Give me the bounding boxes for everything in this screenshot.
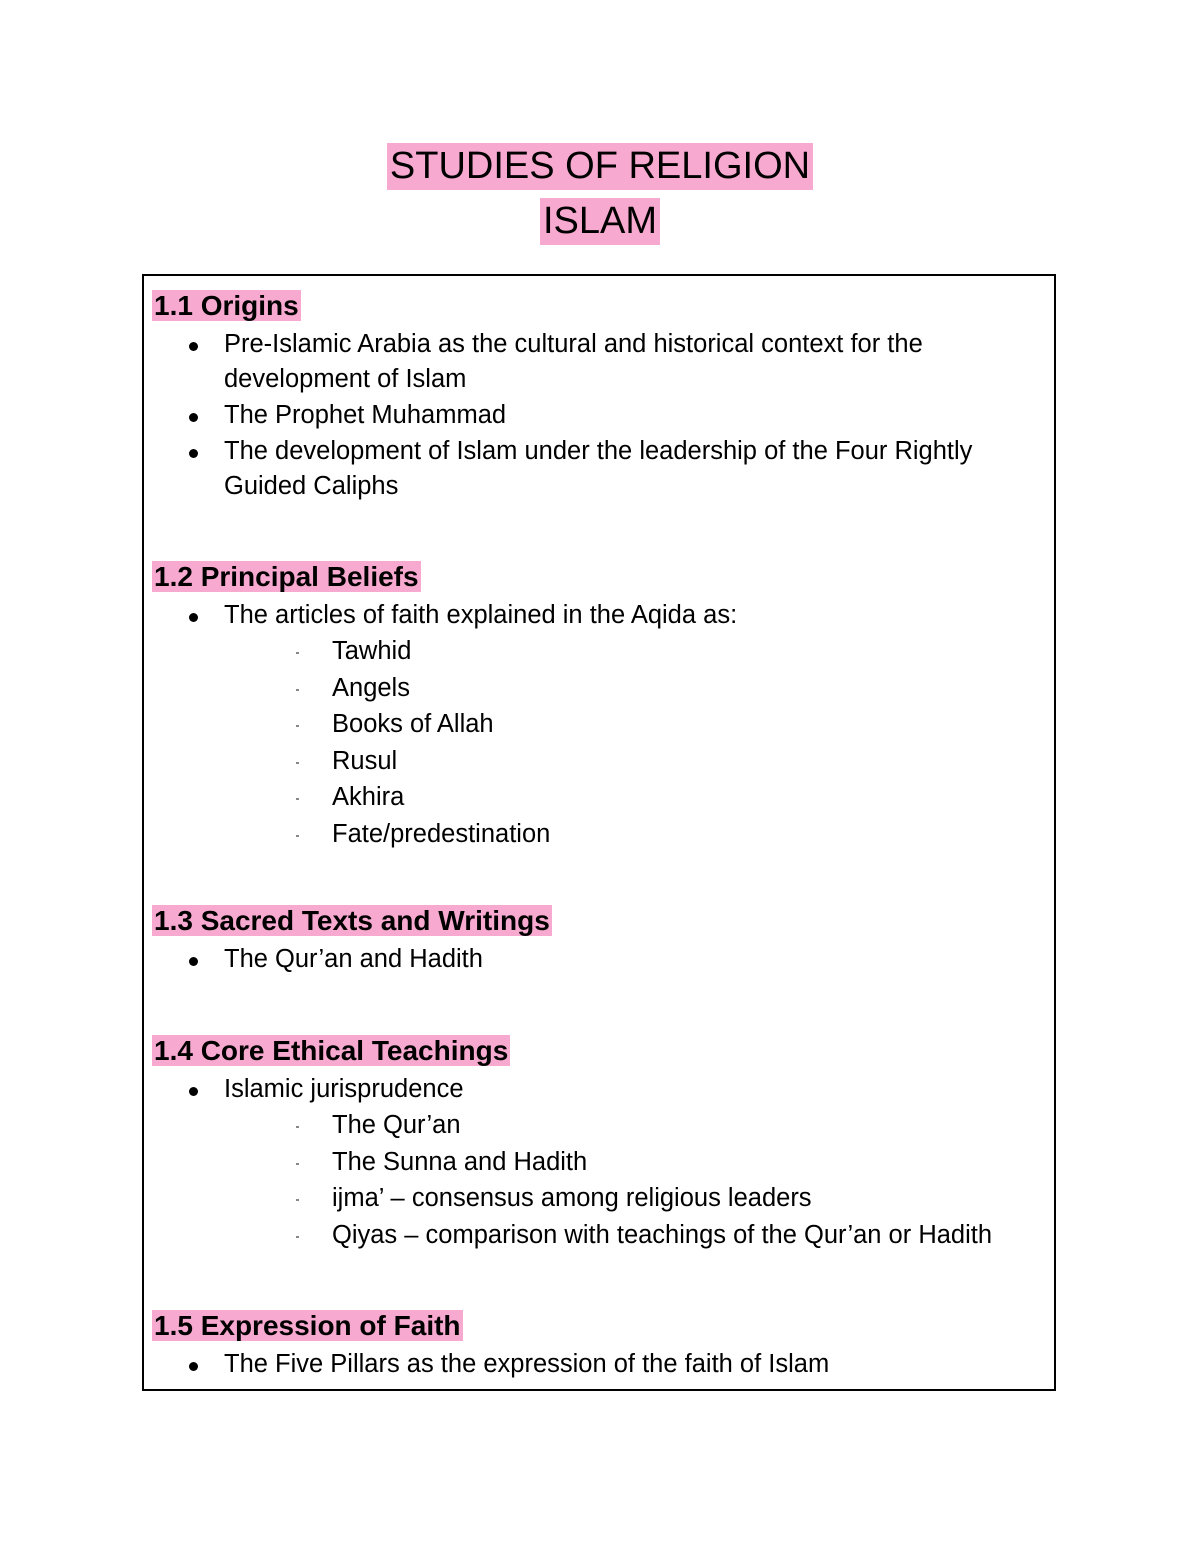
section-heading: 1.2 Principal Beliefs — [154, 561, 419, 592]
sub-bullet-icon — [296, 1126, 299, 1128]
sub-bullet-icon — [296, 1163, 299, 1165]
section-heading: 1.5 Expression of Faith — [154, 1310, 461, 1341]
list-item: The development of Islam under the leadership of the Four Rightly Guided Caliphs — [152, 434, 1046, 504]
bullet-icon — [189, 1087, 198, 1096]
sub-bullet-icon — [296, 835, 299, 837]
sub-list — [152, 633, 1046, 852]
bullet-list — [152, 1072, 1046, 1107]
page-title — [0, 140, 1200, 250]
sub-list-item: The Sunna and Hadith — [152, 1144, 1046, 1181]
sub-bullet-icon — [296, 762, 299, 764]
sub-list-item: The Qur’an — [152, 1107, 1046, 1144]
sub-bullet-icon — [296, 689, 299, 691]
bullet-list — [152, 327, 1046, 504]
title-line-subject: STUDIES OF RELIGION — [387, 143, 813, 190]
list-item: Pre-Islamic Arabia as the cultural and historical context for the development of Islam — [152, 327, 1046, 397]
bullet-icon — [189, 613, 198, 622]
section-heading: 1.3 Sacred Texts and Writings — [154, 905, 550, 936]
sub-list-item: Akhira — [152, 779, 1046, 816]
sub-list-item: Fate/predestination — [152, 816, 1046, 853]
section-heading: 1.1 Origins — [154, 290, 299, 321]
bullet-icon — [189, 449, 198, 458]
sub-list — [152, 1107, 1046, 1253]
list-item: Islamic jurisprudence — [152, 1072, 1046, 1107]
bullet-icon — [189, 342, 198, 351]
section-core-ethical-teachings — [152, 1031, 1046, 1253]
bullet-icon — [189, 413, 198, 422]
sub-list-item: Tawhid — [152, 633, 1046, 670]
syllabus-outline-box — [142, 274, 1056, 1391]
section-expression-of-faith — [152, 1306, 1046, 1382]
list-item: The articles of faith explained in the Aqida as: — [152, 598, 1046, 633]
bullet-icon — [189, 1362, 198, 1371]
list-item: The Five Pillars as the expression of the faith of Islam — [152, 1347, 1046, 1382]
sub-bullet-icon — [296, 1199, 299, 1201]
sub-bullet-icon — [296, 652, 299, 654]
list-item: The Qur’an and Hadith — [152, 942, 1046, 977]
section-sacred-texts — [152, 901, 1046, 977]
sub-list-item: Qiyas – comparison with teachings of the Qur’an or Hadith — [152, 1217, 1046, 1254]
sub-bullet-icon — [296, 1236, 299, 1238]
sub-list-item: ijma’ – consensus among religious leaders — [152, 1180, 1046, 1217]
sub-bullet-icon — [296, 725, 299, 727]
section-heading: 1.4 Core Ethical Teachings — [154, 1035, 509, 1066]
sub-list-item: Angels — [152, 670, 1046, 707]
sub-list-item: Rusul — [152, 743, 1046, 780]
section-principal-beliefs — [152, 557, 1046, 852]
section-origins — [152, 286, 1046, 504]
title-line-religion: ISLAM — [540, 198, 660, 245]
bullet-list — [152, 942, 1046, 977]
sub-bullet-icon — [296, 798, 299, 800]
bullet-icon — [189, 957, 198, 966]
sub-list-item: Books of Allah — [152, 706, 1046, 743]
bullet-list — [152, 598, 1046, 633]
list-item: The Prophet Muhammad — [152, 398, 1046, 433]
bullet-list — [152, 1347, 1046, 1382]
